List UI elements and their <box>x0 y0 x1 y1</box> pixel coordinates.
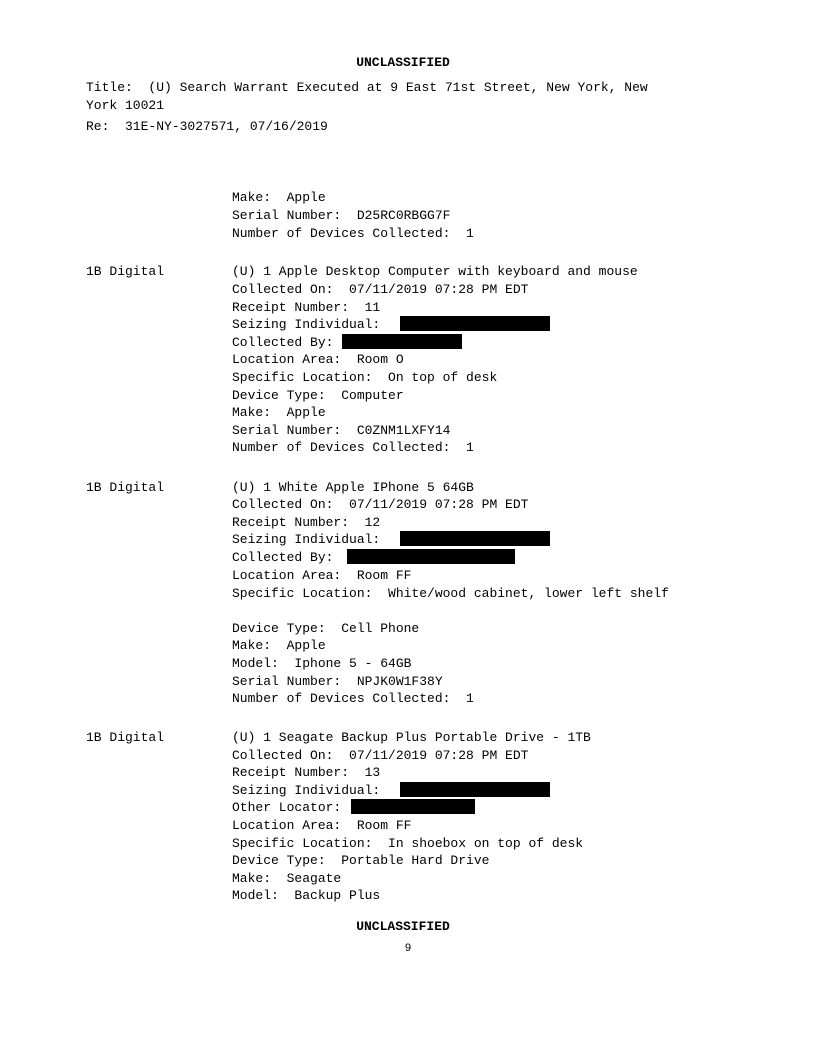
entry-label: 1B Digital <box>86 730 165 745</box>
entry-model: Model: Backup Plus <box>232 888 381 903</box>
entry-collected-on: Collected On: 07/11/2019 07:28 PM EDT <box>232 497 529 512</box>
entry-label: 1B Digital <box>86 480 165 495</box>
page-number: 9 <box>404 943 412 955</box>
entry-label: 1B Digital <box>86 264 165 279</box>
entry-device-type: Device Type: Computer <box>232 388 404 403</box>
entry-model: Model: Iphone 5 - 64GB <box>232 656 412 671</box>
entry-count: Number of Devices Collected: 1 <box>232 691 474 706</box>
entry-seizing-individual: Seizing Individual: <box>232 782 550 800</box>
title-line-2: York 10021 <box>86 98 165 113</box>
redaction-box <box>342 334 462 349</box>
entry-count: Number of Devices Collected: 1 <box>232 440 474 455</box>
redaction-box <box>400 316 550 331</box>
entry-device-type: Device Type: Cell Phone <box>232 621 420 636</box>
entry-device-type: Device Type: Portable Hard Drive <box>232 853 490 868</box>
entry-description: (U) 1 Apple Desktop Computer with keyboard and mouse <box>232 264 638 279</box>
entry-location-area: Location Area: Room O <box>232 352 404 367</box>
entry-serial: Serial Number: C0ZNM1LXFY14 <box>232 423 451 438</box>
entry-seizing-individual: Seizing Individual: <box>232 316 550 334</box>
entry-collected-by: Collected By: <box>232 549 515 567</box>
entry-description: (U) 1 White Apple IPhone 5 64GB <box>232 480 474 495</box>
redaction-box <box>400 531 550 546</box>
re-line: Re: 31E-NY-3027571, 07/16/2019 <box>86 119 328 134</box>
entry-collected-on: Collected On: 07/11/2019 07:28 PM EDT <box>232 282 529 297</box>
continued-count: Number of Devices Collected: 1 <box>232 226 474 241</box>
entry-make: Make: Apple <box>232 405 326 420</box>
entry-serial: Serial Number: NPJK0W1F38Y <box>232 674 443 689</box>
entry-collected-by: Collected By: <box>232 334 462 352</box>
entry-specific-location: Specific Location: In shoebox on top of desk <box>232 836 584 851</box>
entry-location-area: Location Area: Room FF <box>232 568 412 583</box>
entry-make: Make: Seagate <box>232 871 342 886</box>
entry-location-area: Location Area: Room FF <box>232 818 412 833</box>
continued-make: Make: Apple <box>232 190 326 205</box>
entry-make: Make: Apple <box>232 638 326 653</box>
continued-serial: Serial Number: D25RC0RBGG7F <box>232 208 451 223</box>
entry-description: (U) 1 Seagate Backup Plus Portable Drive - 1TB <box>232 730 591 745</box>
entry-collected-on: Collected On: 07/11/2019 07:28 PM EDT <box>232 748 529 763</box>
classification-header: UNCLASSIFIED <box>356 55 450 70</box>
redaction-box <box>351 799 475 814</box>
entry-seizing-individual: Seizing Individual: <box>232 531 550 549</box>
entry-specific-location: Specific Location: White/wood cabinet, lower left shelf <box>232 586 669 601</box>
entry-receipt: Receipt Number: 12 <box>232 515 381 530</box>
classification-footer: UNCLASSIFIED <box>356 919 450 934</box>
entry-specific-location: Specific Location: On top of desk <box>232 370 498 385</box>
entry-receipt: Receipt Number: 13 <box>232 765 381 780</box>
redaction-box <box>347 549 515 564</box>
redaction-box <box>400 782 550 797</box>
entry-other-locator: Other Locator: <box>232 799 475 817</box>
title-line-1: Title: (U) Search Warrant Executed at 9 East 71st Street, New York, New <box>86 80 648 95</box>
entry-receipt: Receipt Number: 11 <box>232 300 381 315</box>
